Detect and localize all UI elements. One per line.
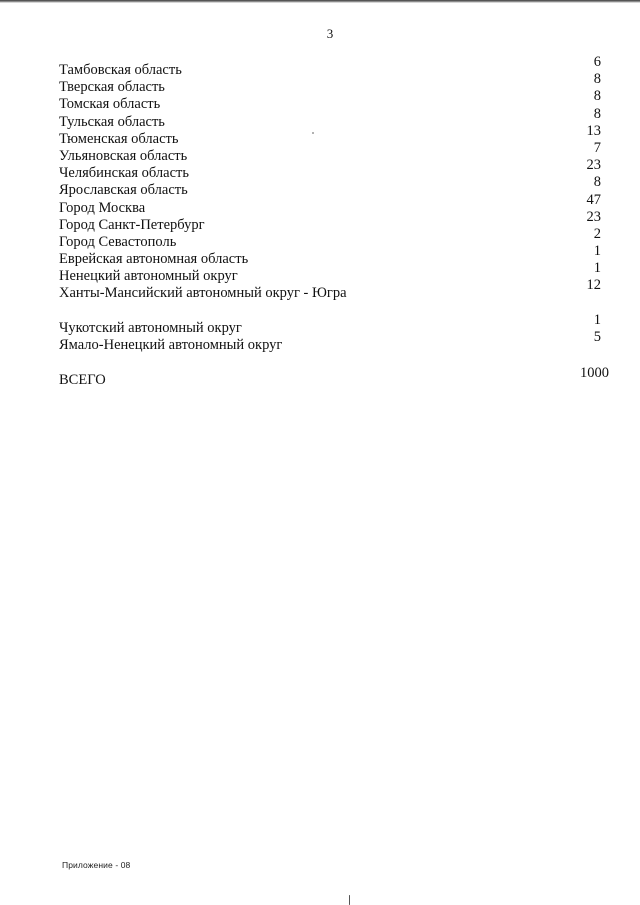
region-row [59, 260, 606, 285]
region-row [59, 139, 606, 164]
region-row [59, 329, 606, 354]
region-name: Город Санкт-Петербург [59, 216, 205, 233]
total-value: 1000 [580, 365, 609, 381]
region-name: Тюменская область [59, 130, 179, 147]
region-name: Ульяновская область [59, 147, 188, 164]
region-name: Тульская область [59, 113, 165, 130]
region-value: 8 [593, 174, 601, 191]
region-name: Тамбовская область [59, 62, 182, 78]
region-value: 5 [593, 329, 601, 346]
region-name: Челябинская область [59, 165, 189, 182]
region-value: 23 [586, 157, 601, 174]
region-row [59, 174, 606, 199]
region-name: Тверская область [59, 79, 165, 96]
region-value: 1 [593, 260, 601, 277]
region-row [59, 243, 606, 268]
region-name: Ярославская область [59, 182, 188, 199]
total-label: ВСЕГО [59, 372, 106, 388]
region-value: 47 [586, 191, 601, 208]
region-name: Ямало-Ненецкий автономный округ [59, 337, 283, 354]
region-list [59, 54, 606, 354]
region-row [59, 311, 606, 336]
region-value: 23 [586, 208, 601, 225]
region-row [59, 88, 606, 113]
region-name: Ханты-Мансийский автономный округ - Югра [59, 285, 347, 302]
region-row [59, 54, 606, 78]
region-value: 8 [593, 105, 601, 122]
region-value: 12 [586, 277, 601, 294]
region-value: 7 [593, 139, 601, 156]
total-row [59, 362, 609, 386]
region-value: 1 [593, 311, 601, 328]
region-row [59, 122, 606, 147]
region-value: 6 [593, 54, 601, 70]
region-row [59, 225, 606, 250]
region-value: 8 [593, 88, 601, 105]
region-value: 2 [593, 225, 601, 242]
region-name: Томская область [59, 96, 161, 113]
region-name: Ненецкий автономный округ [59, 268, 238, 285]
region-value: 1 [593, 243, 601, 260]
region-row [59, 157, 606, 182]
region-row [59, 71, 606, 96]
region-value: 13 [586, 122, 601, 139]
page-number: 3 [326, 26, 334, 41]
region-name: Чукотский автономный округ [59, 319, 242, 336]
region-row [59, 208, 606, 233]
region-row [59, 191, 606, 216]
footer-note: Приложение - 08 [62, 860, 131, 870]
region-row [59, 105, 606, 130]
region-name: Еврейская автономная область [59, 251, 249, 268]
scan-top-edge [0, 0, 640, 3]
region-name: Город Москва [59, 199, 146, 216]
region-value: 8 [593, 71, 601, 88]
region-row [59, 277, 606, 315]
scan-speck [349, 895, 350, 905]
region-name: Город Севастополь [59, 233, 177, 250]
